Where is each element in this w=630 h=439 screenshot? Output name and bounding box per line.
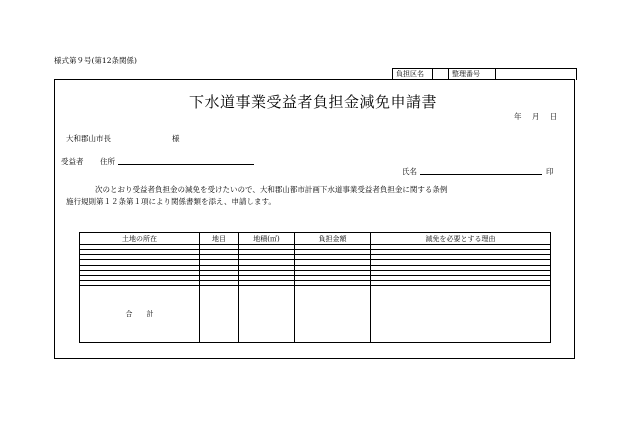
date-line[interactable]: 年 月 日 (514, 112, 558, 121)
name-label: 氏名 (402, 167, 417, 176)
honorific: 様 (172, 134, 180, 143)
form-number: 様式第９号(第12条関係) (54, 56, 137, 65)
land-detail-table (79, 232, 551, 343)
table-cell[interactable] (295, 286, 371, 343)
table-cell[interactable] (371, 286, 551, 343)
body-text-line-2: 施行規則第１２条第１項により関係書類を添え、申請します。 (66, 197, 276, 206)
addressee: 大和郡山市長 (66, 134, 111, 143)
column-header-land-area: 地積(㎡) (239, 233, 295, 245)
column-header-land-category: 地目 (200, 233, 239, 245)
table-cell[interactable] (239, 286, 295, 343)
column-header-charge-amount: 負担金額 (295, 233, 371, 245)
body-text-line-1: 次のとおり受益者負担金の減免を受けたいので、大和郡山都市計画下水道事業受益者負担金に関する条例 (95, 185, 448, 194)
column-header-reason: 減免を必要とする理由 (371, 233, 551, 245)
total-label: 合 計 (80, 286, 200, 343)
name-field[interactable] (420, 174, 542, 175)
burden-area-label: 負担区名 (393, 69, 433, 80)
form-title: 下水道事業受益者負担金減免申請書 (189, 93, 438, 111)
table-header-row (80, 233, 551, 245)
address-field[interactable] (118, 164, 254, 165)
table-cell[interactable] (200, 286, 239, 343)
table-total-row (80, 286, 551, 343)
reference-number-label: 整理番号 (449, 69, 496, 80)
column-header-location: 土地の所在 (80, 233, 200, 245)
applicant-label: 受益者 (61, 157, 84, 166)
seal-mark: 印 (546, 167, 554, 176)
address-label: 住所 (100, 157, 115, 166)
